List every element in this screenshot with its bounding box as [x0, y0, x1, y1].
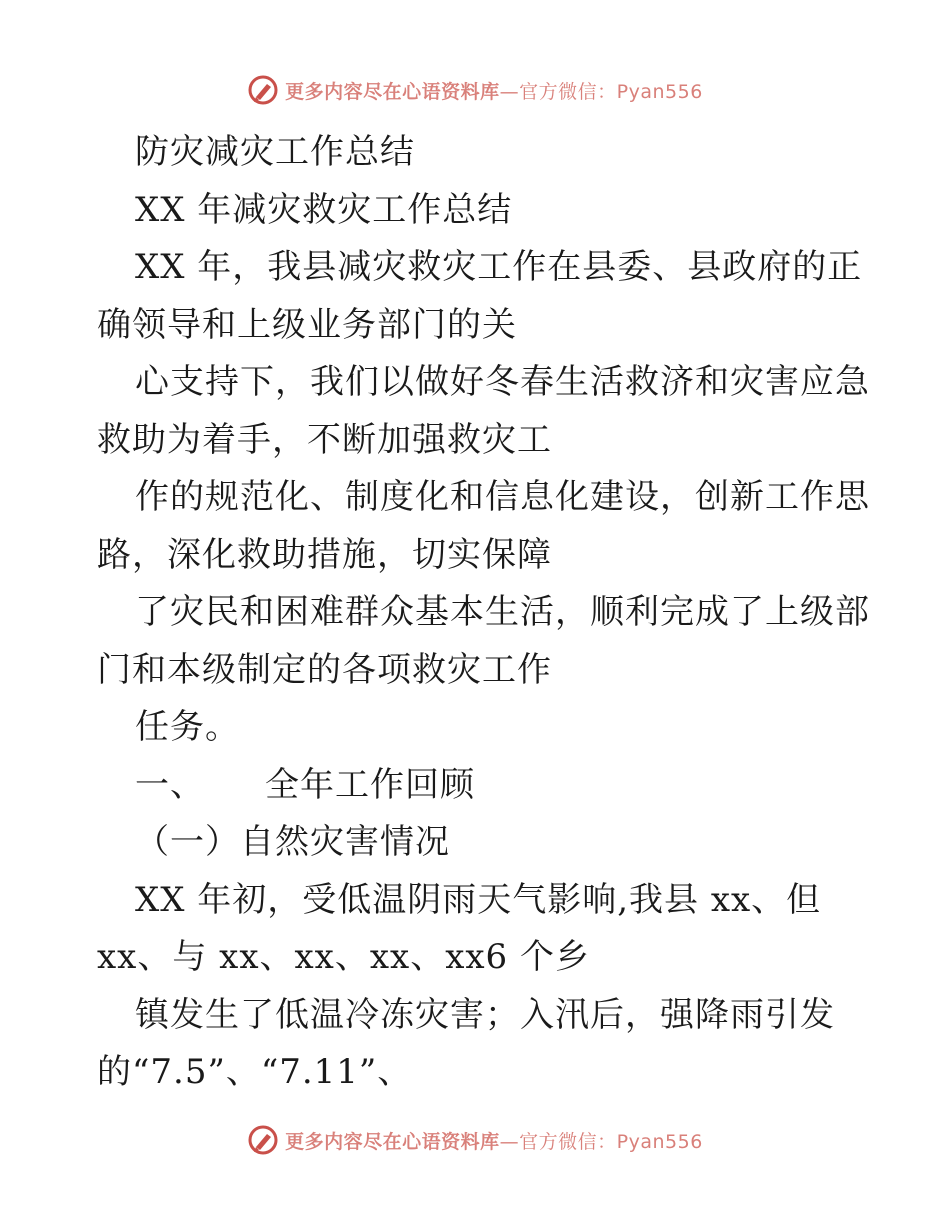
- header-watermark: [0, 70, 950, 110]
- document-subtitle: XX 年减灾救灾工作总结: [135, 189, 513, 230]
- paragraph-line: 任务。: [135, 707, 240, 747]
- paragraph-line: XX 年，我县减灾救灾工作在县委、县政府的正: [135, 247, 863, 287]
- paragraph-line: 镇发生了低温冷冻灾害；入汛后，强降雨引发: [135, 994, 835, 1035]
- pen-logo-icon: [247, 1124, 279, 1156]
- pen-logo-icon: [247, 74, 279, 106]
- subsection-heading: （一）自然灾害情况: [135, 822, 450, 862]
- paragraph-line: 救助为着手，不断加强救灾工: [97, 419, 552, 460]
- document-body: [97, 124, 870, 1102]
- paragraph-line: 的“7.5”、“7.11”、: [97, 1052, 413, 1092]
- paragraph-line: 心支持下，我们以做好冬春生活救济和灾害应急: [135, 362, 870, 402]
- watermark-text: 更多内容尽在心语资料库—官方微信：Pyan556: [285, 80, 703, 103]
- paragraph-line: XX 年初，受低温阴雨天气影响,我县 xx、但: [135, 879, 822, 920]
- section-number: 一、: [135, 764, 205, 805]
- paragraph-line: 路，深化救助措施，切实保障: [97, 534, 552, 575]
- paragraph-line: 了灾民和困难群众基本生活，顺利完成了上级部: [135, 592, 870, 632]
- document-title: 防灾减灾工作总结: [135, 132, 415, 172]
- paragraph-line: 门和本级制定的各项救灾工作: [97, 649, 552, 690]
- section-heading: [97, 757, 857, 815]
- section-title: 全年工作回顾: [265, 764, 475, 805]
- paragraph-line: xx、与 xx、xx、xx、xx6 个乡: [97, 937, 590, 977]
- paragraph-line: 作的规范化、制度化和信息化建设，创新工作思: [135, 477, 870, 517]
- footer-watermark: [0, 1120, 950, 1160]
- paragraph-line: 确领导和上级业务部门的关: [97, 304, 517, 345]
- watermark-text: 更多内容尽在心语资料库—官方微信：Pyan556: [285, 1130, 703, 1153]
